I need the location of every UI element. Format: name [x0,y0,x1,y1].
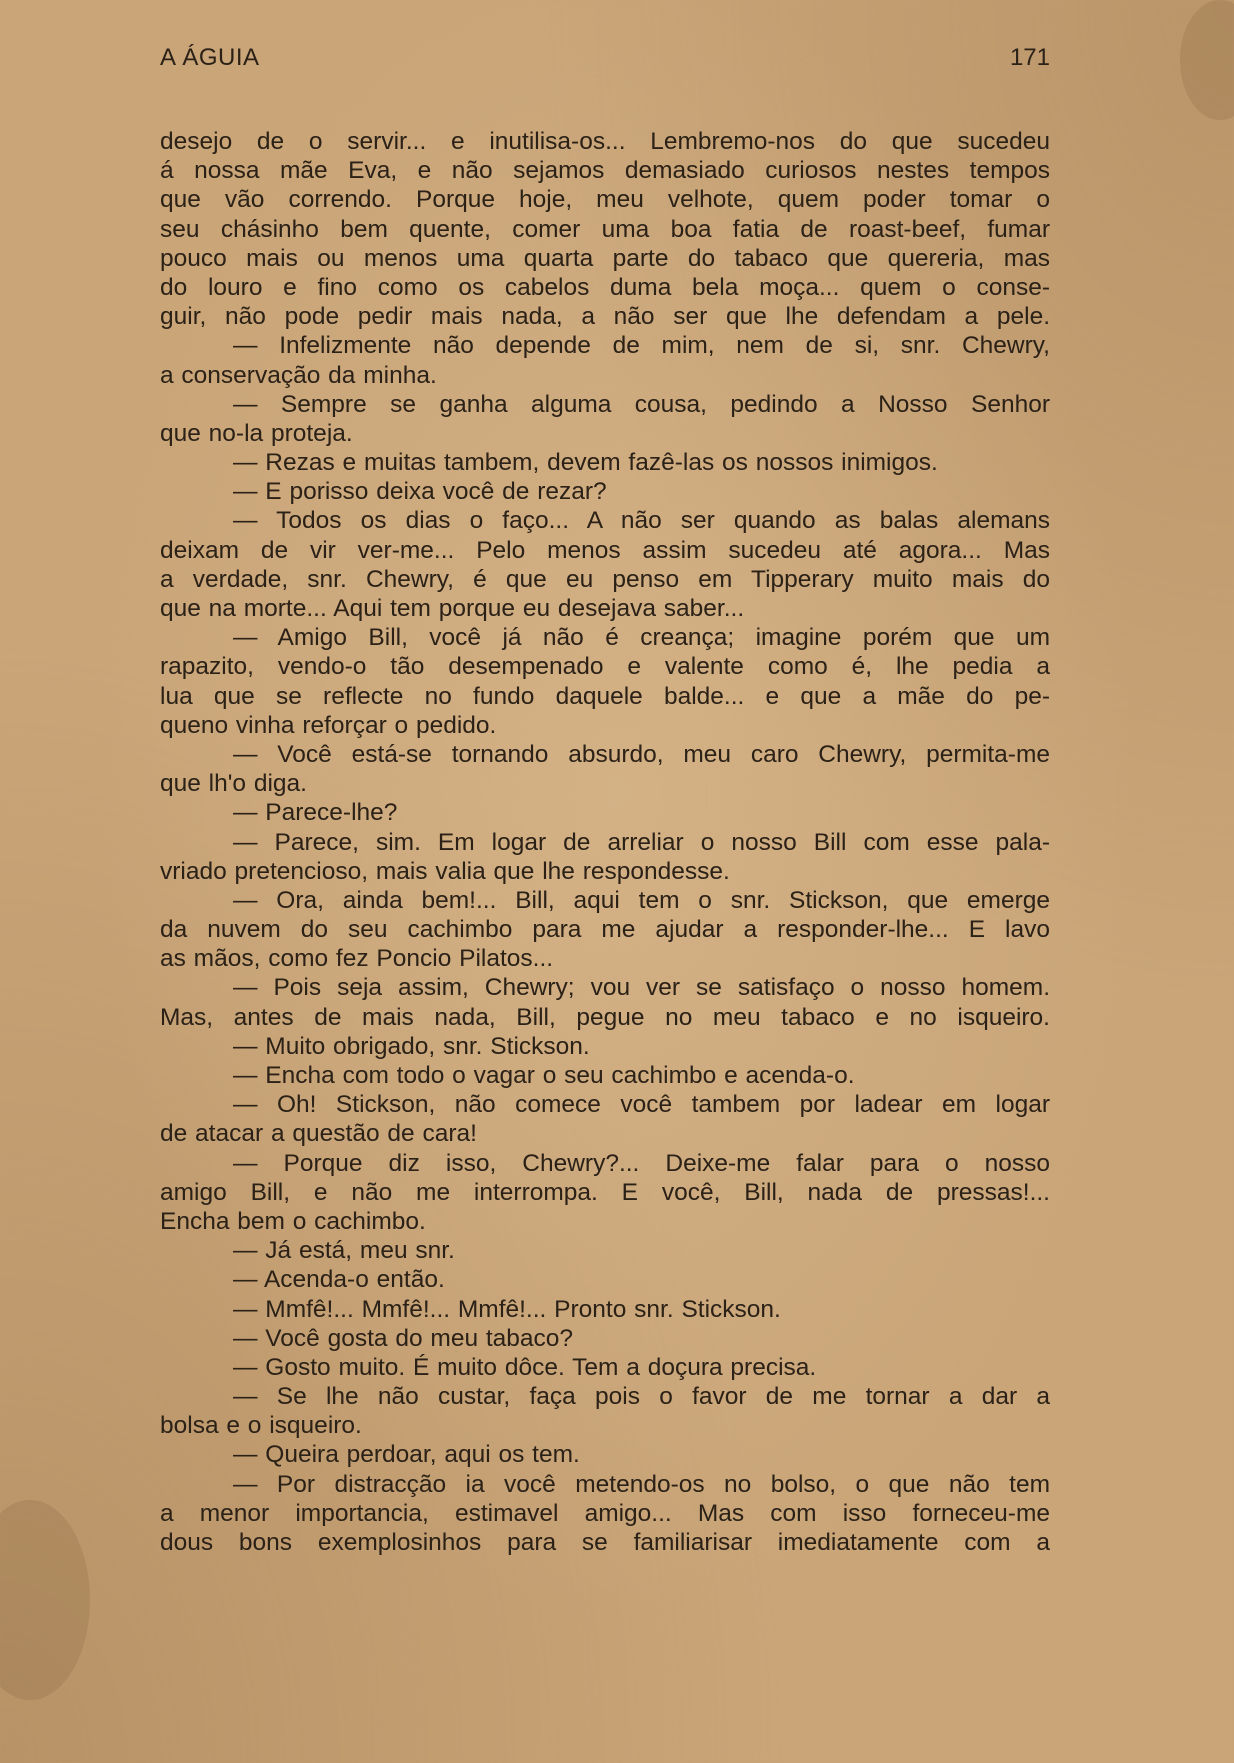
text-line: do louro e fino como os cabelos duma bela moça... quem o conse- [160,273,1050,301]
text-line: amigo Bill, e não me interrompa. E você, Bill, nada de pressas!... [160,1178,1050,1206]
text-line: — Ora, ainda bem!... Bill, aqui tem o snr. Stickson, que emerge [233,886,1050,914]
text-line: — Todos os dias o faço... A não ser quando as balas alemans [233,507,1050,535]
text-line: as mãos, como fez Poncio Pilatos... [160,945,554,973]
text-line: bolsa e o isqueiro. [160,1412,362,1440]
text-line: Mas, antes de mais nada, Bill, pegue no meu tabaco e no isqueiro. [160,1003,1050,1031]
text-line: á nossa mãe Eva, e não sejamos demasiado curiosos nestes tempos [160,157,1050,185]
text-line: — Sempre se ganha alguma cousa, pedindo a Nosso Senhor [233,390,1050,418]
running-title: A ÁGUIA [160,44,260,71]
text-line: pouco mais ou menos uma quarta parte do tabaco que quereria, mas [160,244,1050,272]
text-line: seu chásinho bem quente, comer uma boa fatia de roast-beef, fumar [160,215,1050,243]
text-line: — Já está, meu snr. [233,1237,455,1265]
text-line: — Se lhe não custar, faça pois o favor de me tornar a dar a [233,1383,1050,1411]
text-line: de atacar a questão de cara! [160,1120,477,1148]
text-line: — Encha com todo o vagar o seu cachimbo e acenda-o. [233,1062,855,1089]
text-line: — Pois seja assim, Chewry; vou ver se satisfaço o nosso homem. [233,974,1050,1002]
text-line: — Porque diz isso, Chewry?... Deixe-me falar para o nosso [233,1149,1050,1177]
body-text [160,127,1050,1557]
text-line: desejo de o servir... e inutilisa-os... Lembremo-nos do que sucedeu [160,128,1050,155]
text-line: queno vinha reforçar o pedido. [160,711,497,739]
page-number: 171 [1009,44,1050,71]
text-line: dous bons exemplosinhos para se familiarisar imediatamente com a [160,1529,1050,1556]
text-line: — Mmfê!... Mmfê!... Mmfê!... Pronto snr. Stickson. [233,1295,781,1323]
text-line: a conservação da minha. [160,361,437,389]
text-line: que no-la proteja. [160,419,353,447]
text-line: — Parece-lhe? [233,799,398,827]
text-line: lua que se reflecte no fundo daquele balde... e que a mãe do pe- [160,682,1050,710]
text-line: da nuvem do seu cachimbo para me ajudar a responder-lhe... E lavo [160,916,1050,944]
paper-stain [1180,0,1234,120]
text-line: Encha bem o cachimbo. [160,1207,426,1235]
paper-stain [0,1500,90,1700]
text-line: — Acenda-o então. [233,1266,445,1294]
text-line: — Você está-se tornando absurdo, meu caro Chewry, permita-me [233,740,1050,768]
text-line: deixam de vir ver-me... Pelo menos assim sucedeu até agora... Mas [160,536,1050,564]
text-line: rapazito, vendo-o tão desempenado e valente como é, lhe pedia a [160,653,1050,681]
text-line: — Gosto muito. É muito dôce. Tem a doçura precisa. [233,1353,817,1381]
text-line: que na morte... Aqui tem porque eu desejava saber... [160,595,745,622]
text-line: — Você gosta do meu tabaco? [233,1324,574,1352]
text-line: — Amigo Bill, você já não é creança; imagine porém que um [233,624,1050,652]
text-line: — Parece, sim. Em logar de arreliar o nosso Bill com esse pala- [233,828,1050,856]
text-line: — Oh! Stickson, não comece você tambem por ladear em logar [233,1091,1050,1119]
text-line: que vão correndo. Porque hoje, meu velhote, quem poder tomar o [160,186,1050,214]
text-line: que lh'o diga. [160,770,307,798]
text-line: a menor importancia, estimavel amigo... Mas com isso forneceu-me [160,1499,1050,1527]
text-line: vriado pretencioso, mais valia que lhe respondesse. [160,857,730,885]
text-line: guir, não pode pedir mais nada, a não ser que lhe defendam a pele. [160,303,1050,331]
page-header [160,44,1050,80]
text-line: — Queira perdoar, aqui os tem. [233,1441,580,1469]
text-line: — Infelizmente não depende de mim, nem de si, snr. Chewry, [233,332,1050,360]
text-line: — Rezas e muitas tambem, devem fazê-las os nossos inimigos. [233,449,938,477]
text-line: — E porisso deixa você de rezar? [233,478,607,506]
text-line: — Muito obrigado, snr. Stickson. [233,1032,590,1060]
text-line: — Por distracção ia você metendo-os no bolso, o que não tem [233,1470,1050,1498]
text-line: a verdade, snr. Chewry, é que eu penso em Tipperary muito mais do [160,565,1050,593]
